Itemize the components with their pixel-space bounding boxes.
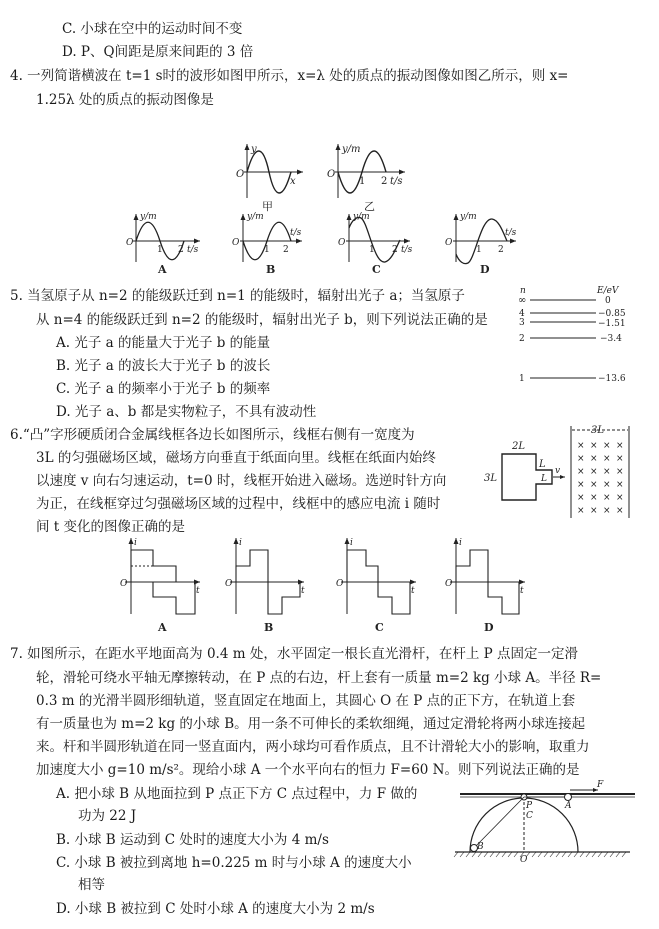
q5-option-b: B. 光子 a 的波长大于光子 b 的波长 bbox=[56, 358, 271, 374]
q5-option-a: A. 光子 a 的能量大于光子 b 的能量 bbox=[56, 335, 271, 351]
ground-hatch-line bbox=[532, 852, 536, 857]
q4-stem-line1: 4. 一列简谐横波在 t=1 s时的波形如图甲所示，x=λ 处的质点的振动图像如图乙所示，则 x= bbox=[10, 68, 569, 84]
q4-d-tick2: 2 bbox=[498, 245, 504, 255]
q6-field-width-label: 3L bbox=[591, 425, 605, 436]
ground-hatch-line bbox=[562, 852, 566, 857]
ground-hatch-line bbox=[580, 852, 584, 857]
ground-hatch-line bbox=[544, 852, 548, 857]
ground-hatch-line bbox=[556, 852, 560, 857]
field-cross-mark: × bbox=[616, 493, 624, 503]
q6-c-t: t bbox=[411, 586, 415, 596]
q7-label-c: C bbox=[526, 811, 533, 821]
ground-hatch-line bbox=[490, 852, 494, 857]
q4-c-ylabel: y/m bbox=[353, 212, 370, 222]
q4-a-origin: O bbox=[126, 238, 134, 248]
q6-stem-line4: 为正，在线框穿过匀强磁场区域的过程中，线框中的感应电流 i 随时 bbox=[36, 496, 441, 512]
q3-option-d: D. P、Q间距是原来间距的 3 倍 bbox=[62, 44, 254, 60]
ground-hatch-line bbox=[568, 852, 572, 857]
q7-ground-hatch bbox=[454, 852, 626, 857]
ground-hatch-line bbox=[550, 852, 554, 857]
q4-a-ylabel: y/m bbox=[140, 212, 157, 222]
ground-hatch-line bbox=[484, 852, 488, 857]
q7-option-d: D. 小球 B 被拉到 C 处时小球 A 的速度大小为 2 m/s bbox=[56, 901, 375, 917]
yi-origin: O bbox=[327, 169, 336, 180]
q7-label-o: O bbox=[520, 855, 528, 865]
q6-label-L2: L bbox=[541, 474, 547, 484]
ground-hatch-line bbox=[472, 852, 476, 857]
q6-b-i: i bbox=[239, 538, 242, 548]
field-cross-mark: × bbox=[616, 454, 624, 464]
jia-origin: O bbox=[236, 169, 245, 180]
q4-d-ylabel: y/m bbox=[460, 212, 477, 222]
ground-hatch-line bbox=[460, 852, 464, 857]
q5-level-1-n: 1 bbox=[519, 374, 525, 384]
q5-option-c: C. 光子 a 的频率小于光子 b 的频率 bbox=[56, 381, 271, 397]
q7-label-p: P bbox=[526, 801, 533, 811]
q4-c-tick1: 1 bbox=[369, 245, 375, 255]
ground-hatch-line bbox=[478, 852, 482, 857]
field-cross-mark: × bbox=[603, 454, 611, 464]
q4-b-tick1: 1 bbox=[264, 245, 270, 255]
yi-t-label: t/s bbox=[390, 176, 403, 187]
q4-b-tlabel: t/s bbox=[290, 228, 302, 238]
ground-hatch-line bbox=[508, 852, 512, 857]
q7-option-c-line1: C. 小球 B 被拉到离地 h=0.225 m 时与小球 A 的速度大小 bbox=[56, 855, 412, 871]
q7-option-a-line2: 功为 22 J bbox=[78, 808, 137, 824]
q4-b-tick2: 2 bbox=[283, 245, 289, 255]
q5-e-header: E/eV bbox=[597, 286, 619, 296]
field-cross-mark: × bbox=[577, 480, 585, 490]
q5-level-1-e: −13.6 bbox=[598, 374, 626, 384]
q6-a-label: A bbox=[158, 621, 167, 634]
field-cross-mark: × bbox=[590, 506, 598, 516]
q6-label-L1: L bbox=[539, 459, 546, 470]
q6-a-origin: O bbox=[120, 579, 128, 589]
q6-d-t: t bbox=[520, 586, 524, 596]
q6-d-i: i bbox=[459, 538, 462, 548]
q4-a-tlabel: t/s bbox=[187, 245, 199, 255]
field-cross-mark: × bbox=[577, 506, 585, 516]
ground-hatch-line bbox=[538, 852, 542, 857]
q4-b-origin: O bbox=[232, 238, 240, 248]
q6-label-2L: 2L bbox=[512, 441, 526, 452]
q7-label-b: B bbox=[477, 842, 484, 852]
field-cross-mark: × bbox=[603, 493, 611, 503]
yi-tick-1: 1 bbox=[359, 176, 366, 187]
q7-label-f: F bbox=[597, 780, 604, 790]
q7-rope bbox=[474, 797, 568, 848]
q6-c-origin: O bbox=[336, 579, 344, 589]
q7-stem-line6: 加速度大小 g=10 m/s²。现给小球 A 一个水平向右的恒力 F=60 N。则下列说法正确的是 bbox=[36, 762, 580, 778]
q6-d-origin: O bbox=[445, 579, 453, 589]
q7-ball-a bbox=[565, 794, 572, 801]
q5-level-2-n: 2 bbox=[519, 334, 525, 344]
jia-x-label: x bbox=[290, 176, 296, 187]
q5-stem-line2: 从 n=4 的能级跃迁到 n=2 的能级时，辐射出光子 b，则下列说法正确的是 bbox=[36, 312, 488, 328]
q5-level-inf-e: 0 bbox=[605, 296, 611, 306]
ground-hatch-line bbox=[466, 852, 470, 857]
q5-option-d: D. 光子 a、b 都是实物粒子，不具有波动性 bbox=[56, 404, 317, 420]
q6-velocity-label: v bbox=[555, 466, 561, 476]
ground-hatch-line bbox=[454, 852, 458, 857]
q6-stem-line2: 3L 的匀强磁场区域，磁场方向垂直于纸面向里。线框在纸面内始终 bbox=[36, 450, 436, 466]
ground-hatch-line bbox=[502, 852, 506, 857]
field-cross-mark: × bbox=[577, 493, 585, 503]
field-cross-mark: × bbox=[577, 441, 585, 451]
q4-c-tlabel: t/s bbox=[401, 245, 413, 255]
q7-stem-line4: 有一质量也为 m=2 kg 的小球 B。用一条不可伸长的柔软细绳，通过定滑轮将两小球连接起 bbox=[36, 716, 586, 732]
q6-label-3L: 3L bbox=[484, 473, 498, 484]
q3-option-c: C. 小球在空中的运动时间不变 bbox=[62, 21, 243, 37]
field-cross-mark: × bbox=[590, 441, 598, 451]
q7-stem-line5: 来。杆和半圆形轨道在同一竖直面内，两小球均可看作质点，且不计滑轮大小的影响，取重力 bbox=[36, 739, 590, 755]
field-cross-mark: × bbox=[616, 506, 624, 516]
q4-d-origin: O bbox=[445, 238, 453, 248]
q4-stem-line2: 1.25λ 处的质点的振动图像是 bbox=[36, 92, 214, 108]
field-cross-mark: × bbox=[590, 493, 598, 503]
q6-c-label: C bbox=[375, 621, 384, 634]
q6-a-i: i bbox=[134, 538, 137, 548]
q4-a-label: A bbox=[158, 263, 167, 276]
yi-y-label: y/m bbox=[342, 144, 361, 155]
q4-d-tlabel: t/s bbox=[505, 228, 517, 238]
field-cross-mark: × bbox=[590, 454, 598, 464]
q6-b-label: B bbox=[264, 621, 274, 634]
ground-hatch-line bbox=[610, 852, 614, 857]
field-cross-mark: × bbox=[616, 441, 624, 451]
q4-c-origin: O bbox=[338, 238, 346, 248]
q7-stem-line3: 0.3 m 的光滑半圆形细轨道，竖直固定在地面上，其圆心 O 在 P 点的正下方，在轨道上套 bbox=[36, 693, 576, 709]
field-cross-mark: × bbox=[590, 480, 598, 490]
q7-option-a-line1: A. 把小球 B 从地面拉到 P 点正下方 C 点过程中，力 F 做的 bbox=[56, 786, 418, 802]
q6-c-i: i bbox=[350, 538, 353, 548]
q5-level-4-n: 4 bbox=[519, 309, 525, 319]
q6-a-t: t bbox=[196, 586, 200, 596]
jia-caption: 甲 bbox=[262, 200, 273, 213]
field-cross-mark: × bbox=[590, 467, 598, 477]
q5-level-4-e: −0.85 bbox=[598, 309, 626, 319]
field-cross-mark: × bbox=[577, 467, 585, 477]
q6-d-label: D bbox=[484, 621, 494, 634]
ground-hatch-line bbox=[514, 852, 518, 857]
q6-stem-line3: 以速度 v 向右匀速运动，t=0 时，线框开始进入磁场。选逆时针方向 bbox=[36, 473, 447, 489]
q7-label-a: A bbox=[565, 801, 572, 811]
q5-n-header: n bbox=[520, 286, 526, 296]
q4-b-label: B bbox=[266, 263, 276, 276]
field-cross-mark: × bbox=[616, 480, 624, 490]
yi-tick-2: 2 bbox=[381, 176, 388, 187]
ground-hatch-line bbox=[598, 852, 602, 857]
ground-hatch-line bbox=[586, 852, 590, 857]
q5-level-3-e: −1.51 bbox=[598, 319, 626, 329]
q6-stem-line5: 间 t 变化的图像正确的是 bbox=[36, 519, 186, 535]
q5-level-3-n: 3 bbox=[519, 318, 525, 328]
ground-hatch-line bbox=[592, 852, 596, 857]
q7-stem-line1: 7. 如图所示，在距水平地面高为 0.4 m 处，水平固定一根长直光滑杆，在杆上 P 点固定一定滑 bbox=[10, 646, 578, 662]
ground-hatch-line bbox=[616, 852, 620, 857]
q4-a-tick2: 2 bbox=[178, 245, 184, 255]
q5-stem-line1: 5. 当氢原子从 n=2 的能级跃迁到 n=1 的能级时，辐射出光子 a；当氢原子 bbox=[10, 288, 465, 304]
q6-b-origin: O bbox=[225, 579, 233, 589]
q7-option-c-line2: 相等 bbox=[78, 877, 105, 893]
ground-hatch-line bbox=[604, 852, 608, 857]
q6-b-t: t bbox=[301, 586, 305, 596]
q4-c-tick2: 2 bbox=[392, 245, 398, 255]
q5-level-2-e: −3.4 bbox=[600, 334, 622, 344]
jia-y-label: y bbox=[251, 144, 257, 155]
q4-d-tick1: 1 bbox=[476, 245, 482, 255]
field-cross-mark: × bbox=[603, 441, 611, 451]
yi-caption: 乙 bbox=[364, 200, 375, 213]
ground-hatch-line bbox=[574, 852, 578, 857]
field-cross-mark: × bbox=[616, 467, 624, 477]
q7-stem-line2: 轮，滑轮可绕水平轴无摩擦转动，在 P 点的右边，杆上套有一质量 m=2 kg 小球 A。半径 R= bbox=[36, 670, 602, 686]
field-cross-mark: × bbox=[603, 480, 611, 490]
ground-hatch-line bbox=[622, 852, 626, 857]
q7-option-b: B. 小球 B 运动到 C 处时的速度大小为 4 m/s bbox=[56, 832, 329, 848]
q4-b-ylabel: y/m bbox=[247, 212, 264, 222]
q6-stem-line1: 6.“凸”字形硬质闭合金属线框各边长如图所示，线框右侧有一宽度为 bbox=[10, 427, 415, 443]
ground-hatch-line bbox=[496, 852, 500, 857]
field-cross-mark: × bbox=[603, 467, 611, 477]
q4-a-tick1: 1 bbox=[157, 245, 163, 255]
field-cross-mark: × bbox=[577, 454, 585, 464]
q5-level-inf-n: ∞ bbox=[518, 295, 527, 306]
q4-d-label: D bbox=[480, 263, 490, 276]
field-cross-mark: × bbox=[603, 506, 611, 516]
q4-c-label: C bbox=[372, 263, 381, 276]
